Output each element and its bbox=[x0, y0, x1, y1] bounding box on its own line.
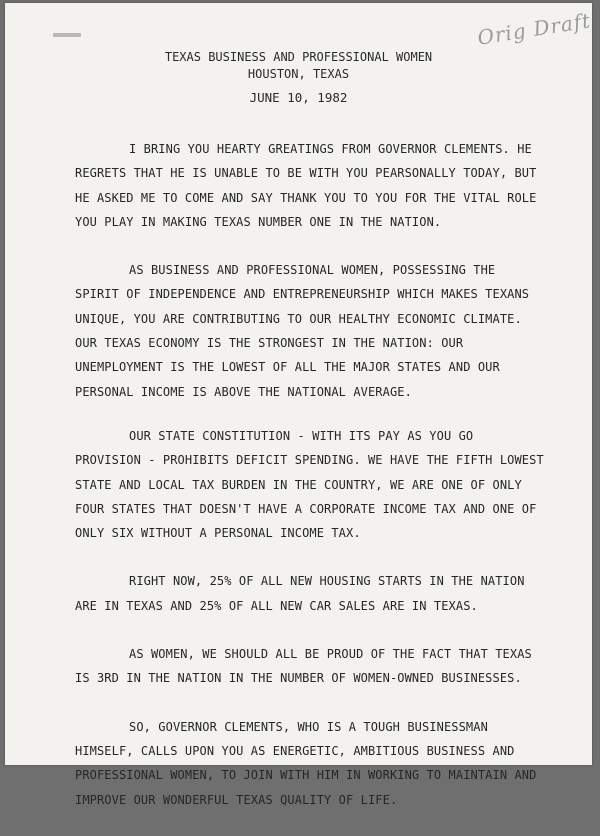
date-line: JUNE 10, 1982 bbox=[249, 90, 348, 105]
handwritten-annotation: Orig Draft bbox=[475, 8, 593, 50]
document-page bbox=[5, 3, 593, 807]
paragraph: AS BUSINESS AND PROFESSIONAL WOMEN, POSSESSING THE SPIRIT OF INDEPENDENCE AND ENTREPRENEURSHIP WHICH MAKES TEXANS UNIQUE, YOU ARE CONTRIBUTING TO OUR HEALTHY ECONOMIC CLIMATE. OUR TEXAS ECONOMY IS THE STRONGEST IN THE NATION: OUR UNEMPLOYMENT IS THE LOWEST OF ALL THE MAJOR STATES AND OUR PERSONAL INCOME IS ABOVE THE NATIONAL AVERAGE. bbox=[75, 263, 530, 399]
paragraph: RIGHT NOW, 25% OF ALL NEW HOUSING STARTS IN THE NATION ARE IN TEXAS AND 25% OF ALL NEW CAR SALES ARE IN TEXAS. bbox=[75, 574, 525, 613]
letter-header bbox=[5, 49, 592, 106]
paragraph: OUR STATE CONSTITUTION - WITH ITS PAY AS YOU GO PROVISION - PROHIBITS DEFICIT SPENDING. WE HAVE THE FIFTH LOWEST STATE AND LOCAL TAX BURDEN IN THE COUNTRY, WE ARE ONE OF ONLY FOUR STATES THAT DOESN'T HAVE A CORPORATE INCOME TAX AND ONE OF ONLY SIX WITHOUT A PERSONAL INCOME TAX. bbox=[75, 428, 544, 541]
staple-mark bbox=[53, 33, 81, 37]
paragraph: I BRING YOU HEARTY GREATINGS FROM GOVERNOR CLEMENTS. HE REGRETS THAT HE IS UNABLE TO BE WITH YOU PEARSONALLY TODAY, BUT HE ASKED ME TO COME AND SAY THANK YOU TO YOU FOR THE VITAL ROLE YOU PLAY IN MAKING TEXAS NUMBER ONE IN THE NATION. bbox=[75, 142, 537, 229]
speech-body bbox=[75, 137, 545, 836]
location-line: HOUSTON, TEXAS bbox=[247, 67, 350, 81]
paragraph: AS WOMEN, WE SHOULD ALL BE PROUD OF THE FACT THAT TEXAS IS 3RD IN THE NATION IN THE NUMBER OF WOMEN-OWNED BUSINESSES. bbox=[75, 647, 532, 686]
organization-title: TEXAS BUSINESS AND PROFESSIONAL WOMEN bbox=[164, 50, 433, 64]
paragraph: SO, GOVERNOR CLEMENTS, WHO IS A TOUGH BUSINESSMAN HIMSELF, CALLS UPON YOU AS ENERGETIC, AMBITIOUS BUSINESS AND PROFESSIONAL WOMEN, TO JOIN WITH HIM IN WORKING TO MAINTAIN AND IMPROVE OUR WONDERFUL TEXAS QUALITY OF LIFE. bbox=[75, 719, 537, 807]
